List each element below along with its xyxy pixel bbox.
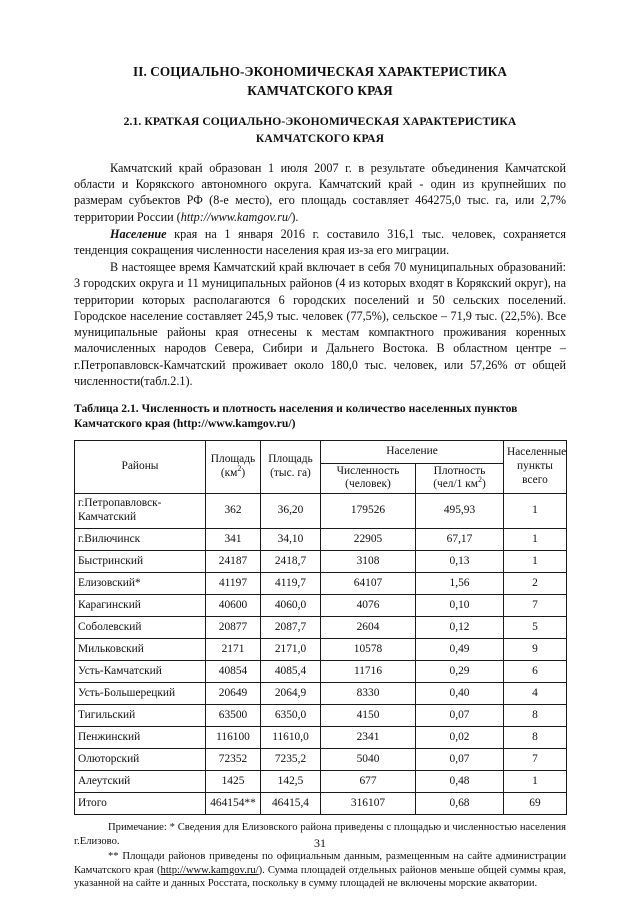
section-title-line2: КАМЧАТСКОГО КРАЯ xyxy=(255,132,385,146)
header-ploshad-km2-line1: Площадь xyxy=(210,453,256,466)
table-caption-line2: Камчатского края (http://www.kamgov.ru/) xyxy=(74,417,296,431)
paragraph-2 xyxy=(74,226,566,258)
cell-population: 2604 xyxy=(321,617,416,639)
table-row xyxy=(75,617,567,639)
cell-area-ga: 46415,4 xyxy=(261,793,321,815)
cell-district-name: Быстринский xyxy=(75,551,206,573)
cell-area-km2: 63500 xyxy=(206,705,261,727)
cell-settlements: 1 xyxy=(504,494,567,529)
cell-settlements: 9 xyxy=(504,639,567,661)
table-note-1: Примечание: * Сведения для Елизовского района приведены с площадью и численностью населения г.Елизово. xyxy=(74,822,566,848)
population-table xyxy=(74,440,567,816)
table-head xyxy=(75,440,567,494)
cell-district-name: г.Вилючинск xyxy=(75,529,206,551)
cell-area-km2: 24187 xyxy=(206,551,261,573)
paragraph-1-tail: ). xyxy=(291,209,299,224)
table-body xyxy=(75,494,567,815)
cell-population: 64107 xyxy=(321,573,416,595)
cell-population: 179526 xyxy=(321,494,416,529)
header-rayony: Районы xyxy=(75,440,206,494)
cell-settlements: 1 xyxy=(504,551,567,573)
table-row xyxy=(75,639,567,661)
cell-area-km2: 20877 xyxy=(206,617,261,639)
cell-area-km2: 2171 xyxy=(206,639,261,661)
cell-area-ga: 4060,0 xyxy=(261,595,321,617)
header-punkty-line1: Населенные xyxy=(507,446,567,459)
cell-density: 0,02 xyxy=(416,727,504,749)
cell-area-ga: 34,10 xyxy=(261,529,321,551)
page-title-line1: II. СОЦИАЛЬНО-ЭКОНОМИЧЕСКАЯ ХАРАКТЕРИСТИКА xyxy=(133,64,507,79)
cell-district-name: Елизовский* xyxy=(75,573,206,595)
cell-area-km2: 40854 xyxy=(206,661,261,683)
cell-area-ga: 2418,7 xyxy=(261,551,321,573)
cell-area-ga: 7235,2 xyxy=(261,749,321,771)
paragraph-2-lead: Население xyxy=(110,226,167,241)
table-row xyxy=(75,551,567,573)
cell-area-km2: 72352 xyxy=(206,749,261,771)
cell-density: 0,13 xyxy=(416,551,504,573)
cell-density: 0,12 xyxy=(416,617,504,639)
table-row xyxy=(75,661,567,683)
cell-settlements: 1 xyxy=(504,529,567,551)
cell-population: 22905 xyxy=(321,529,416,551)
cell-area-ga: 36,20 xyxy=(261,494,321,529)
header-ploshad-ga xyxy=(261,440,321,494)
cell-district-name: г.Петропавловск- Камчатский xyxy=(75,494,206,529)
section-title xyxy=(74,114,566,148)
cell-area-ga: 4085,4 xyxy=(261,661,321,683)
cell-area-km2: 116100 xyxy=(206,727,261,749)
cell-settlements: 4 xyxy=(504,683,567,705)
cell-population: 316107 xyxy=(321,793,416,815)
cell-population: 10578 xyxy=(321,639,416,661)
cell-settlements: 7 xyxy=(504,749,567,771)
cell-population: 3108 xyxy=(321,551,416,573)
cell-density: 67,17 xyxy=(416,529,504,551)
table-header-row-1 xyxy=(75,440,567,463)
table-note-2-tail: ). Сумма площадей отдельных районов меньше общей суммы края, указанной на сайте и данных Росстата, поскольку в сумму площадей не включены морские акватории. xyxy=(74,864,566,890)
cell-population: 4076 xyxy=(321,595,416,617)
cell-density: 0,48 xyxy=(416,771,504,793)
cell-area-ga: 2087,7 xyxy=(261,617,321,639)
cell-settlements: 69 xyxy=(504,793,567,815)
cell-area-km2: 464154** xyxy=(206,793,261,815)
table-row xyxy=(75,573,567,595)
table-row xyxy=(75,727,567,749)
page-title xyxy=(74,62,566,100)
paragraph-2-text: края на 1 января 2016 г. составило 316,1 тыс. человек, сохраняется тенденция сокращения численности населения края из-за его миграции. xyxy=(74,226,566,257)
header-plotnost-close: ) xyxy=(481,478,486,491)
cell-density: 0,07 xyxy=(416,705,504,727)
header-punkty xyxy=(504,440,567,494)
cell-district-name: Олюторский xyxy=(75,749,206,771)
cell-settlements: 6 xyxy=(504,661,567,683)
table-note-2 xyxy=(74,850,566,891)
header-chislennost-line2: (человек) xyxy=(345,478,391,491)
table-note-2-text: ** Площади районов приведены по официальным данным, размещенным на сайте администрации Камчатского края ( xyxy=(74,850,566,876)
cell-settlements: 8 xyxy=(504,705,567,727)
cell-area-km2: 341 xyxy=(206,529,261,551)
section-title-line1: 2.1. КРАТКАЯ СОЦИАЛЬНО-ЭКОНОМИЧЕСКАЯ ХАРАКТЕРИСТИКА xyxy=(123,115,517,129)
header-ploshad-km2-close: ) xyxy=(241,466,246,479)
header-ploshad-km2-sup: 2 xyxy=(237,464,242,474)
cell-density: 0,49 xyxy=(416,639,504,661)
kamgov-link-note[interactable]: http://www.kamgov.ru/ xyxy=(160,864,259,876)
page-title-line2: КАМЧАТСКОГО КРАЯ xyxy=(247,83,393,99)
header-plotnost-sup: 2 xyxy=(477,475,482,485)
header-naselenie: Население xyxy=(321,440,504,463)
cell-area-km2: 362 xyxy=(206,494,261,529)
table-row xyxy=(75,683,567,705)
header-plotnost xyxy=(416,463,504,494)
cell-district-name: Усть-Большерецкий xyxy=(75,683,206,705)
cell-settlements: 1 xyxy=(504,771,567,793)
paragraph-1-text: Камчатский край образован 1 июля 2007 г. в результате объединения Камчатской области и Корякского автономного округа. Камчатский край - один из крупнейших по размерам субъектов РФ (8-е место), его площадь составляет 464275,0 тыс. га, или 2,7% территории России ( xyxy=(74,160,566,224)
cell-district-name: Пенжинский xyxy=(75,727,206,749)
cell-population: 5040 xyxy=(321,749,416,771)
cell-district-name: Соболевский xyxy=(75,617,206,639)
cell-area-km2: 40600 xyxy=(206,595,261,617)
cell-settlements: 2 xyxy=(504,573,567,595)
table-row xyxy=(75,529,567,551)
header-plotnost-line1: Плотность xyxy=(433,464,486,477)
cell-district-name: Итого xyxy=(75,793,206,815)
header-chislennost-line1: Численность xyxy=(336,464,400,477)
cell-district-name: Усть-Камчатский xyxy=(75,661,206,683)
cell-settlements: 5 xyxy=(504,617,567,639)
paragraph-1 xyxy=(74,160,566,225)
cell-population: 4150 xyxy=(321,705,416,727)
cell-area-km2: 1425 xyxy=(206,771,261,793)
cell-density: 0,07 xyxy=(416,749,504,771)
cell-area-ga: 6350,0 xyxy=(261,705,321,727)
table-row xyxy=(75,749,567,771)
cell-density: 0,29 xyxy=(416,661,504,683)
cell-district-name: Тигильский xyxy=(75,705,206,727)
header-chislennost xyxy=(321,463,416,494)
cell-population: 2341 xyxy=(321,727,416,749)
header-punkty-line2: пункты всего xyxy=(517,459,553,486)
cell-district-name: Алеутский xyxy=(75,771,206,793)
table-row xyxy=(75,705,567,727)
cell-population: 8330 xyxy=(321,683,416,705)
cell-population: 11716 xyxy=(321,661,416,683)
cell-area-ga: 4119,7 xyxy=(261,573,321,595)
table-caption-line1: Таблица 2.1. Численность и плотность населения и количество населенных пунктов xyxy=(74,401,518,415)
cell-density: 0,68 xyxy=(416,793,504,815)
cell-district-name: Карагинский xyxy=(75,595,206,617)
cell-area-ga: 2064,9 xyxy=(261,683,321,705)
cell-area-ga: 142,5 xyxy=(261,771,321,793)
table-caption xyxy=(74,401,566,432)
page-content xyxy=(74,62,566,891)
kamgov-link-inline[interactable]: http://www.kamgov.ru/ xyxy=(180,209,292,224)
header-plotnost-line2: (чел/1 км xyxy=(433,478,478,491)
cell-area-km2: 41197 xyxy=(206,573,261,595)
header-ploshad-ga-line1: Площадь xyxy=(268,453,313,466)
cell-settlements: 8 xyxy=(504,727,567,749)
cell-district-name: Мильковский xyxy=(75,639,206,661)
table-row xyxy=(75,595,567,617)
cell-area-ga: 2171,0 xyxy=(261,639,321,661)
page-number: 31 xyxy=(314,836,326,850)
table-row xyxy=(75,793,567,815)
header-ploshad-km2-line2: (км xyxy=(220,466,238,479)
table-row xyxy=(75,494,567,529)
cell-density: 495,93 xyxy=(416,494,504,529)
cell-area-ga: 11610,0 xyxy=(261,727,321,749)
table-row xyxy=(75,771,567,793)
cell-density: 0,10 xyxy=(416,595,504,617)
header-ploshad-km2 xyxy=(206,440,261,494)
header-ploshad-ga-line2: (тыс. га) xyxy=(270,466,311,479)
cell-settlements: 7 xyxy=(504,595,567,617)
cell-density: 1,56 xyxy=(416,573,504,595)
cell-population: 677 xyxy=(321,771,416,793)
paragraph-3: В настоящее время Камчатский край включает в себя 70 муниципальных образований: 3 городских округа и 11 муниципальных районов (4 из которых входят в Корякский округ), на территории которых располагаются 6 городских поселений и 50 сельских поселений. Городское население составляет 245,9 тыс. человек (77,5%), сельское – 71,9 тыс. (22,5%). Все муниципальные районы края отнесены к местам компактного проживания коренных малочисленных народов Севера, Сибири и Дальнего Востока. В областном центре – г.Петропавловск-Камчатский проживает около 180,0 тыс. человек, или 57,26% от общей численности(табл.2.1). xyxy=(74,260,566,388)
cell-area-km2: 20649 xyxy=(206,683,261,705)
cell-density: 0,40 xyxy=(416,683,504,705)
